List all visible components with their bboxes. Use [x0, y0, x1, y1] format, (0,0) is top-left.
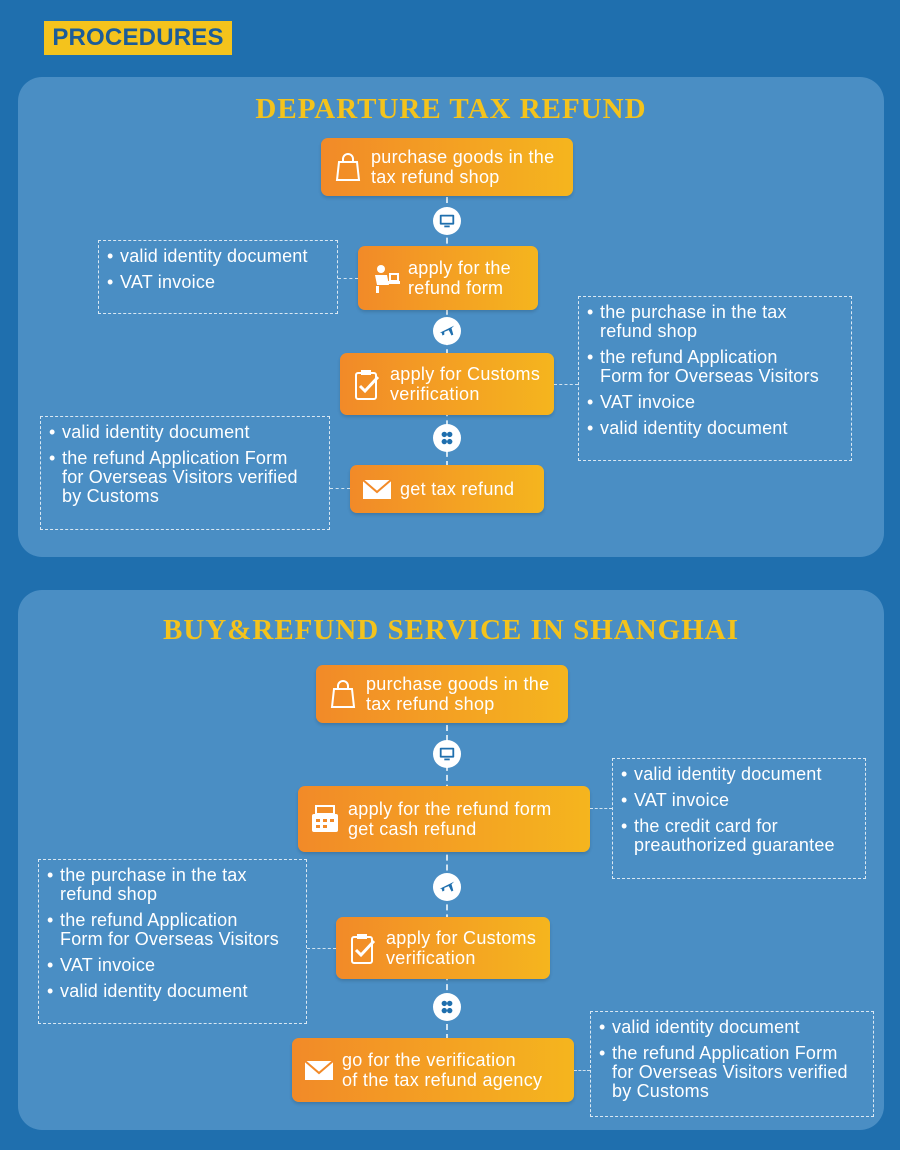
note-item: • valid identity document [107, 247, 329, 266]
note-item: • the refund Application Form for Overseas Visitors verified by Customs [49, 449, 321, 506]
step-get-tax-refund [350, 465, 544, 513]
note-link [554, 384, 578, 385]
requirements-note [98, 240, 338, 314]
step-customs-verification [340, 353, 554, 415]
note-item: • valid identity document [47, 982, 298, 1001]
person-at-desk-icon [368, 261, 402, 295]
shopping-bag-icon [331, 150, 365, 184]
note-item: • valid identity document [621, 765, 857, 784]
airplane-icon [433, 317, 461, 345]
note-item: • the purchase in the tax refund shop [47, 866, 298, 904]
envelope-icon [302, 1053, 336, 1087]
panel-title: DEPARTURE TAX REFUND [255, 93, 647, 125]
note-item: • the refund Application Form for Overseas Visitors verified by Customs [599, 1044, 865, 1101]
step-label: apply for Customs verification [386, 928, 537, 968]
shopping-bag-icon [326, 677, 360, 711]
requirements-note [590, 1011, 874, 1117]
step-label: purchase goods in the tax refund shop [366, 674, 550, 714]
note-link [338, 278, 358, 279]
note-item: • valid identity document [49, 423, 321, 442]
note-item: • the credit card for preauthorized guarantee [621, 817, 857, 855]
note-item: • valid identity document [599, 1018, 865, 1037]
note-link [330, 488, 350, 489]
airplane-icon [433, 873, 461, 901]
step-label: apply for the refund form get cash refund [348, 799, 552, 839]
note-link [590, 808, 612, 809]
step-label: go for the verification of the tax refund agency [342, 1050, 543, 1090]
computer-icon [433, 207, 461, 235]
buy-refund-service-panel [18, 590, 884, 1130]
note-item: • valid identity document [587, 419, 843, 438]
departure-tax-refund-panel [18, 77, 884, 557]
note-link [307, 948, 336, 949]
note-item: • VAT invoice [107, 273, 329, 292]
step-verification-agency [292, 1038, 574, 1102]
note-item: • VAT invoice [47, 956, 298, 975]
note-item: • the purchase in the tax refund shop [587, 303, 843, 341]
people-icon [433, 424, 461, 452]
note-item: • the refund Application Form for Overseas Visitors [587, 348, 843, 386]
clipboard-check-icon [350, 367, 384, 401]
clipboard-check-icon [346, 931, 380, 965]
panel-title: BUY&REFUND SERVICE IN SHANGHAI [162, 614, 739, 646]
requirements-note [612, 758, 866, 879]
step-label: apply for the refund form [408, 258, 511, 298]
step-label: get tax refund [400, 479, 515, 499]
step-label: purchase goods in the tax refund shop [371, 147, 555, 187]
requirements-note [578, 296, 852, 461]
note-link [574, 1070, 590, 1071]
step-customs-verification [336, 917, 550, 979]
step-purchase-goods [321, 138, 573, 196]
note-item: • the refund Application Form for Overseas Visitors [47, 911, 298, 949]
requirements-note [38, 859, 307, 1024]
cash-register-icon [308, 802, 342, 836]
step-apply-refund-form [358, 246, 538, 310]
requirements-note [40, 416, 330, 530]
step-label: apply for Customs verification [390, 364, 541, 404]
step-apply-refund-cash [298, 786, 590, 852]
step-purchase-goods [316, 665, 568, 723]
envelope-icon [360, 472, 394, 506]
procedures-header: PROCEDURES [44, 21, 232, 55]
people-icon [433, 993, 461, 1021]
computer-icon [433, 740, 461, 768]
note-item: • VAT invoice [587, 393, 843, 412]
note-item: • VAT invoice [621, 791, 857, 810]
